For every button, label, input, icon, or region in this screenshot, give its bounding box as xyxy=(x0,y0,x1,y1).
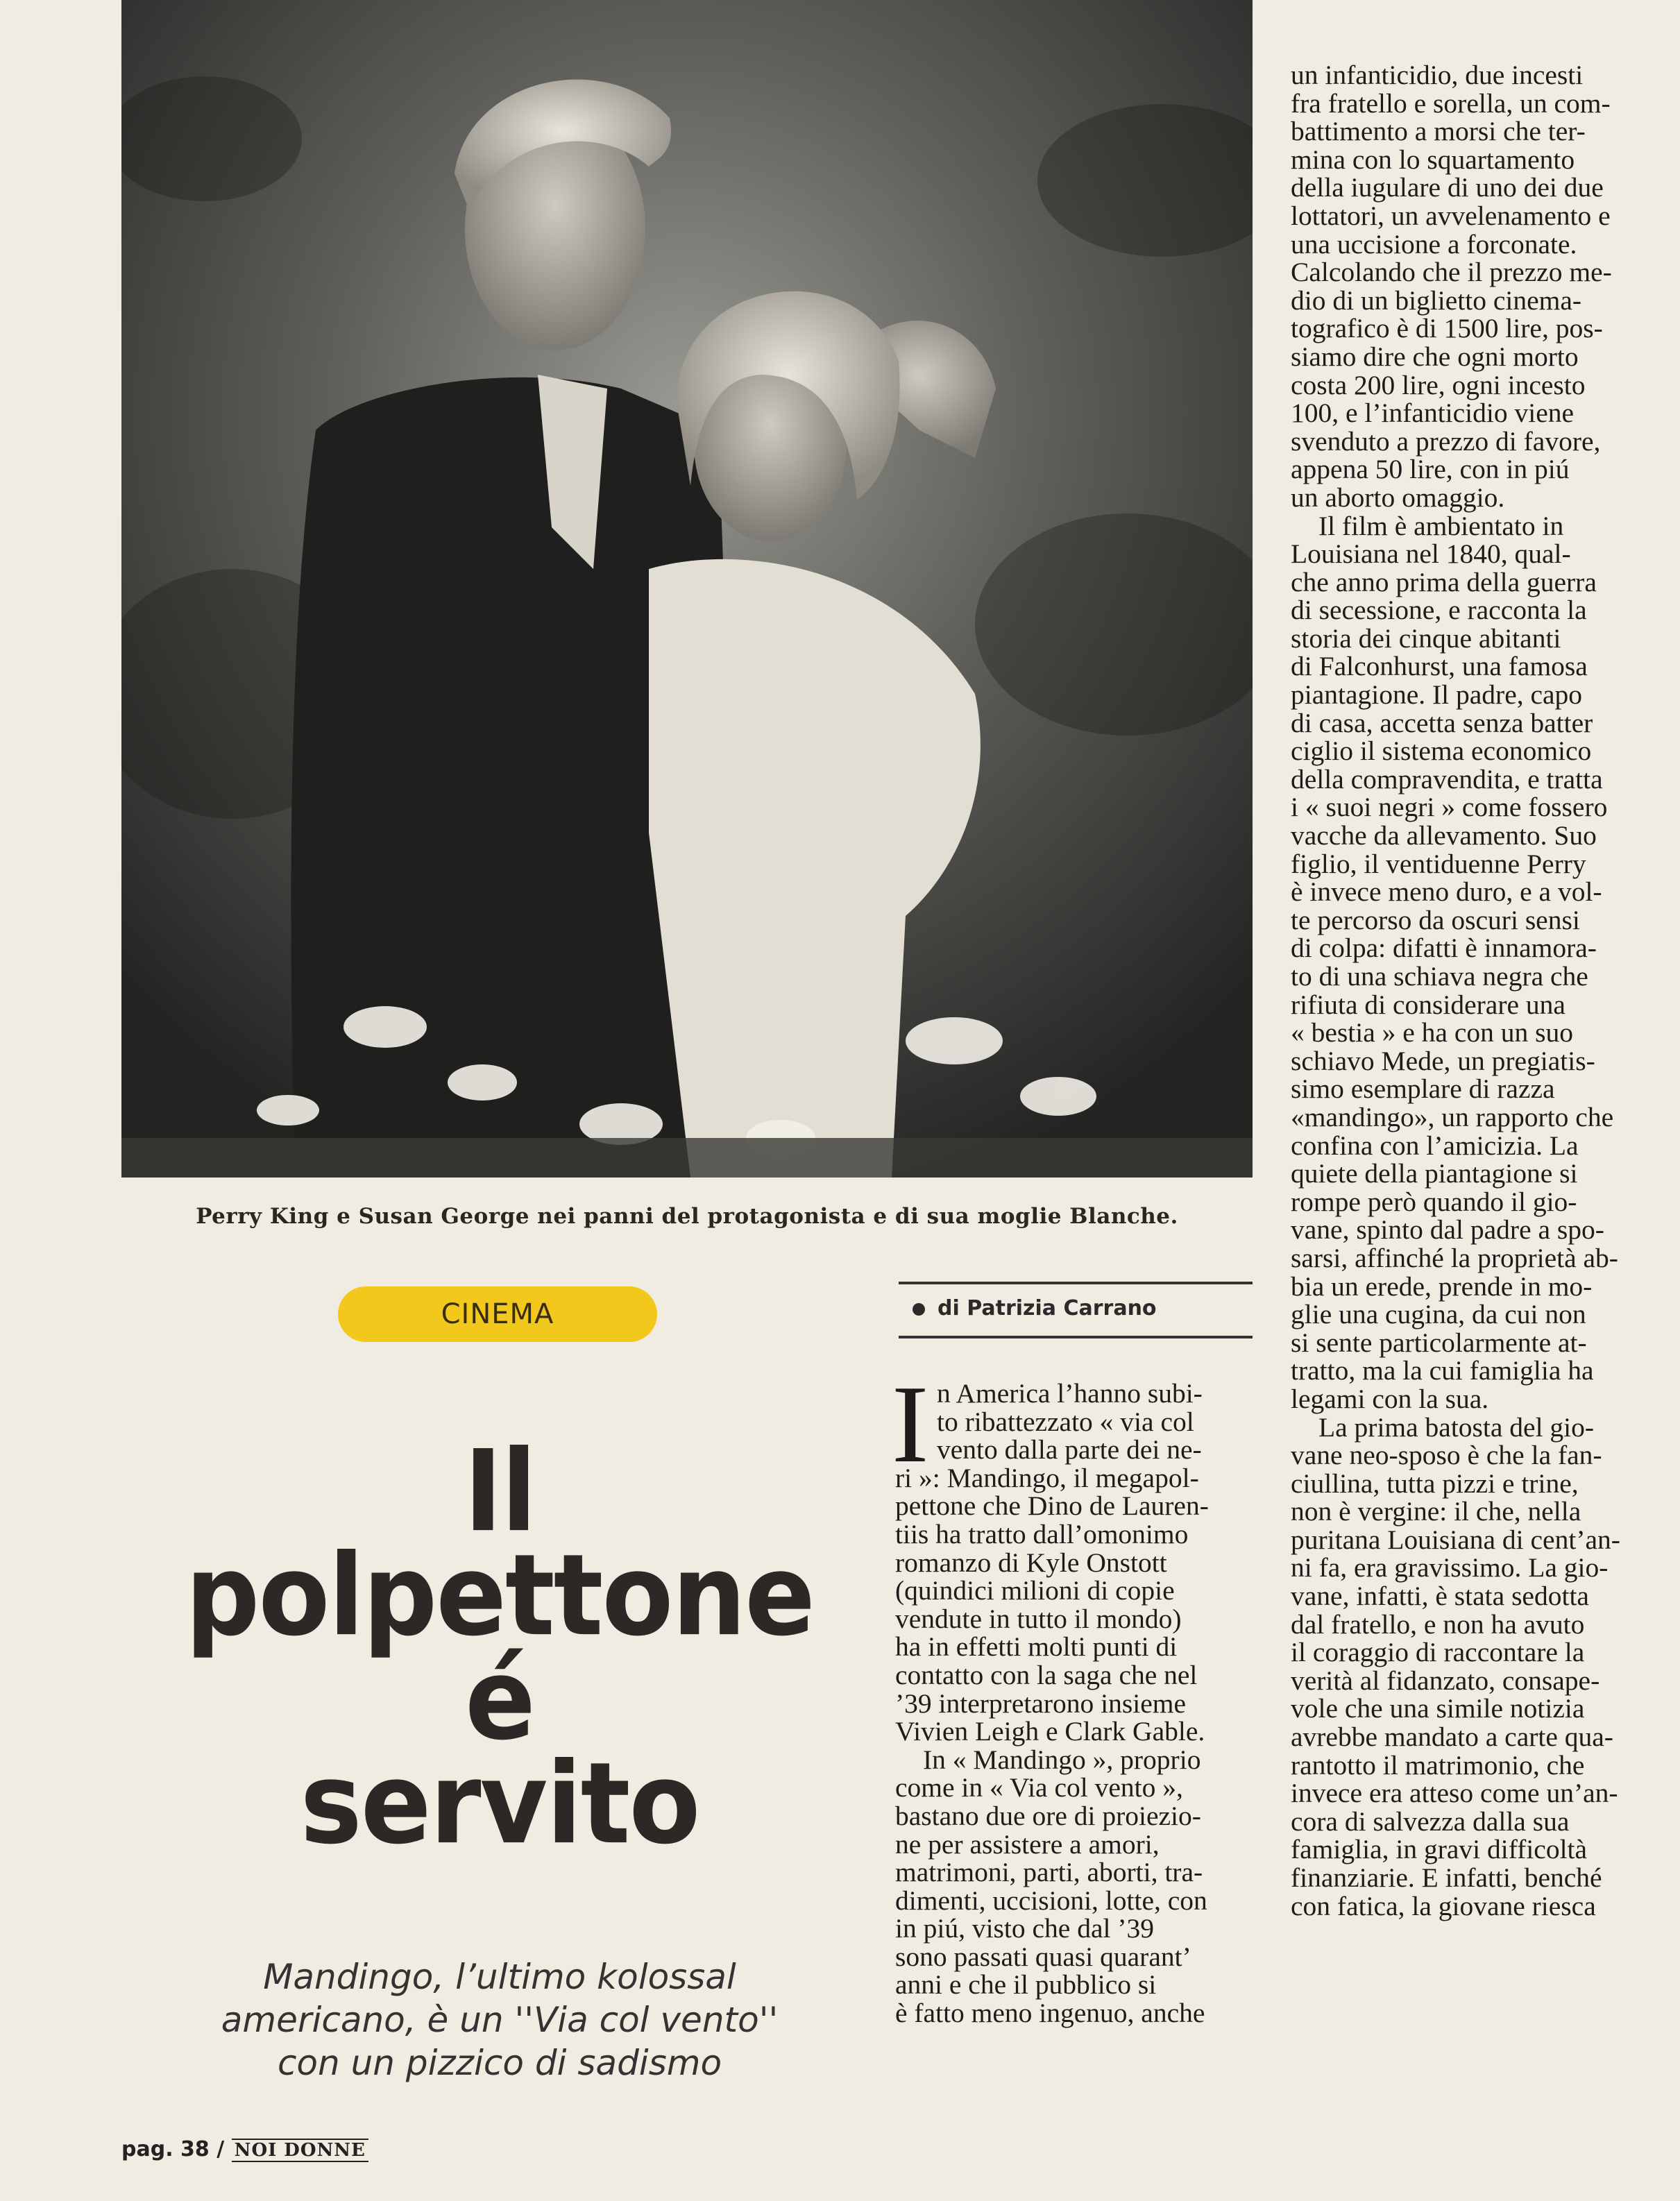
text-line: invece era atteso come un’an- xyxy=(1291,1778,1618,1809)
text-line: dal fratello, e non ha avuto xyxy=(1291,1608,1585,1640)
text-line: svenduto a prezzo di favore, xyxy=(1291,425,1601,457)
text-line: storia dei cinque abitanti xyxy=(1291,622,1561,654)
text-line: famiglia, in gravi difficoltà xyxy=(1291,1834,1588,1865)
text-line: bastano due ore di proiezio- xyxy=(895,1800,1201,1831)
text-line: come in « Via col vento », xyxy=(895,1772,1183,1803)
text-line: simo esemplare di razza xyxy=(1291,1073,1555,1105)
text-line: n America l’hanno subi- xyxy=(937,1378,1203,1409)
text-line: un infanticidio, due incesti xyxy=(1291,60,1584,90)
text-line: te percorso da oscuri sensi xyxy=(1291,904,1580,935)
text-line: si sente particolarmente at- xyxy=(1291,1327,1587,1358)
author-name: di Patrizia Carrano xyxy=(937,1296,1157,1320)
text-line: sono passati quasi quarant’ xyxy=(895,1941,1191,1972)
text-line: Louisiana nel 1840, qual- xyxy=(1291,538,1571,570)
text-line: vole che una simile notizia xyxy=(1291,1693,1585,1724)
text-line: di colpa: difatti è innamora- xyxy=(1291,933,1597,964)
text-line: In « Mandingo », proprio xyxy=(923,1744,1201,1775)
text-line: rompe però quando il gio- xyxy=(1291,1186,1577,1217)
article-column-right xyxy=(1291,61,1658,1920)
text-line: romanzo di Kyle Onstott xyxy=(895,1547,1167,1578)
text-line: ’39 interpretarono insieme xyxy=(895,1688,1186,1719)
headline-line-3: é xyxy=(465,1635,534,1765)
page-footer xyxy=(121,2137,368,2161)
text-line: tratto, ma la cui famiglia ha xyxy=(1291,1355,1594,1386)
text-line: siamo dire che ogni morto xyxy=(1291,341,1579,372)
headline-line-4: servito xyxy=(300,1739,699,1869)
text-line: puritana Louisiana di cent’an- xyxy=(1291,1524,1620,1555)
text-line: vacche da allevamento. Suo xyxy=(1291,820,1597,851)
photo-caption: Perry King e Susan George nei panni del protagonista e di sua moglie Blanche. xyxy=(196,1204,1178,1229)
text-line: di Falconhurst, una famosa xyxy=(1291,651,1588,682)
text-line: confina con l’amicizia. La xyxy=(1291,1130,1579,1161)
text-line: verità al fidanzato, consape- xyxy=(1291,1665,1600,1696)
text-line: tografico è di 1500 lire, pos- xyxy=(1291,313,1603,344)
text-line: di casa, accetta senza batter xyxy=(1291,707,1593,738)
text-line: una uccisione a forconate. xyxy=(1291,228,1577,260)
headline-line-1: Il xyxy=(464,1427,536,1557)
author-rule-bottom xyxy=(899,1336,1253,1339)
bullet-icon xyxy=(913,1303,925,1316)
text-line: vane neo-sposo è che la fan- xyxy=(1291,1440,1602,1471)
text-line: finanziarie. E infatti, benché xyxy=(1291,1862,1602,1893)
article-photo xyxy=(121,0,1253,1178)
text-line: legami con la sua. xyxy=(1291,1383,1489,1414)
text-line: non è vergine: il che, nella xyxy=(1291,1496,1581,1527)
text-line: «mandingo», un rapporto che xyxy=(1291,1101,1614,1132)
text-line: cora di salvezza dalla sua xyxy=(1291,1805,1570,1837)
text-line: schiavo Mede, un pregiatis- xyxy=(1291,1045,1595,1076)
text-line: tiis ha tratto dall’omonimo xyxy=(895,1518,1189,1549)
text-line: mina con lo squartamento xyxy=(1291,144,1575,175)
text-line: costa 200 lire, ogni incesto xyxy=(1291,369,1586,400)
text-line: vento dalla parte dei ne- xyxy=(937,1434,1202,1465)
text-line: figlio, il ventiduenne Perry xyxy=(1291,848,1586,879)
text-line: battimento a morsi che ter- xyxy=(1291,116,1586,147)
text-line: matrimoni, parti, aborti, tra- xyxy=(895,1857,1203,1888)
drop-cap: I xyxy=(892,1362,929,1486)
text-line: ni fa, era gravissimo. La gio- xyxy=(1291,1552,1609,1583)
text-line: di secessione, e racconta la xyxy=(1291,595,1587,626)
subheadline-line-3: con un pizzico di sadismo xyxy=(277,2043,722,2083)
text-line: rantotto il matrimonio, che xyxy=(1291,1749,1585,1781)
headline-line-2: polpettone xyxy=(185,1531,814,1661)
text-line: fra fratello e sorella, un com- xyxy=(1291,87,1611,119)
text-line: vane, spinto dal padre a spo- xyxy=(1291,1214,1604,1246)
text-line: lottatori, un avvelenamento e xyxy=(1291,200,1611,231)
text-line: in piú, visto che dal ’39 xyxy=(895,1913,1154,1944)
text-line: vendute in tutto il mondo) xyxy=(895,1603,1182,1634)
text-line: della compravendita, e tratta xyxy=(1291,763,1603,794)
subheadline xyxy=(167,1955,833,2084)
text-line: (quindici milioni di copie xyxy=(895,1575,1175,1606)
photo-illustration xyxy=(121,0,1253,1178)
author-byline xyxy=(913,1296,1253,1320)
text-line: rifiuta di considerare una xyxy=(1291,989,1566,1020)
text-line: i « suoi negri » come fossero xyxy=(1291,792,1608,823)
text-line: « bestia » e ha con un suo xyxy=(1291,1017,1573,1048)
text-line: è fatto meno ingenuo, anche xyxy=(895,1998,1205,2029)
section-badge: CINEMA xyxy=(338,1286,657,1342)
text-line: contatto con la saga che nel xyxy=(895,1659,1198,1690)
text-line: ha in effetti molti punti di xyxy=(895,1631,1178,1663)
headline xyxy=(121,1427,878,1869)
text-line: Vivien Leigh e Clark Gable. xyxy=(895,1716,1205,1747)
text-line: il coraggio di raccontare la xyxy=(1291,1637,1585,1668)
text-line: con fatica, la giovane riesca xyxy=(1291,1890,1596,1921)
text-line: sarsi, affinché la proprietà ab- xyxy=(1291,1242,1618,1273)
text-line: avrebbe mandato a carte qua- xyxy=(1291,1722,1613,1753)
text-line: dimenti, uccisioni, lotte, con xyxy=(895,1885,1207,1916)
magazine-brand: NOI DONNE xyxy=(232,2139,368,2162)
text-line: Il film è ambientato in xyxy=(1318,510,1564,541)
text-line: 100, e l’infanticidio viene xyxy=(1291,398,1575,429)
text-line: che anno prima della guerra xyxy=(1291,566,1597,597)
text-line: to di una schiava negra che xyxy=(1291,961,1588,992)
text-line: è invece meno duro, e a vol- xyxy=(1291,876,1602,908)
subheadline-line-2: americano, è un ''Via col vento'' xyxy=(221,2000,779,2040)
text-line: ciglio il sistema economico xyxy=(1291,736,1592,767)
text-line: ri »: Mandingo, il megapol- xyxy=(895,1462,1199,1493)
text-line: bia un erede, prende in mo- xyxy=(1291,1271,1593,1302)
text-line: quiete della piantagione si xyxy=(1291,1158,1578,1189)
text-line: ne per assistere a amori, xyxy=(895,1828,1160,1860)
text-line: anni e che il pubblico si xyxy=(895,1969,1157,2000)
text-line: La prima batosta del gio- xyxy=(1318,1411,1595,1443)
subheadline-line-1: Mandingo, l’ultimo kolossal xyxy=(263,1957,736,1997)
author-rule-top xyxy=(899,1282,1253,1284)
text-line: dio di un biglietto cinema- xyxy=(1291,284,1582,316)
text-line: un aborto omaggio. xyxy=(1291,482,1505,513)
text-line: to ribattezzato « via col xyxy=(937,1406,1194,1437)
page-number: pag. 38 xyxy=(121,2137,210,2161)
text-line: Calcolando che il prezzo me- xyxy=(1291,257,1612,288)
article-column-middle xyxy=(895,1379,1256,2028)
text-line: pettone che Dino de Lauren- xyxy=(895,1490,1209,1522)
text-line: glie una cugina, da cui non xyxy=(1291,1299,1586,1330)
text-line: ciullina, tutta pizzi e trine, xyxy=(1291,1468,1579,1499)
text-line: vane, infatti, è stata sedotta xyxy=(1291,1581,1589,1612)
text-line: della iugulare di uno dei due xyxy=(1291,172,1604,203)
footer-separator: / xyxy=(217,2137,225,2161)
text-line: piantagione. Il padre, capo xyxy=(1291,679,1583,711)
text-line: appena 50 lire, con in piú xyxy=(1291,454,1570,485)
